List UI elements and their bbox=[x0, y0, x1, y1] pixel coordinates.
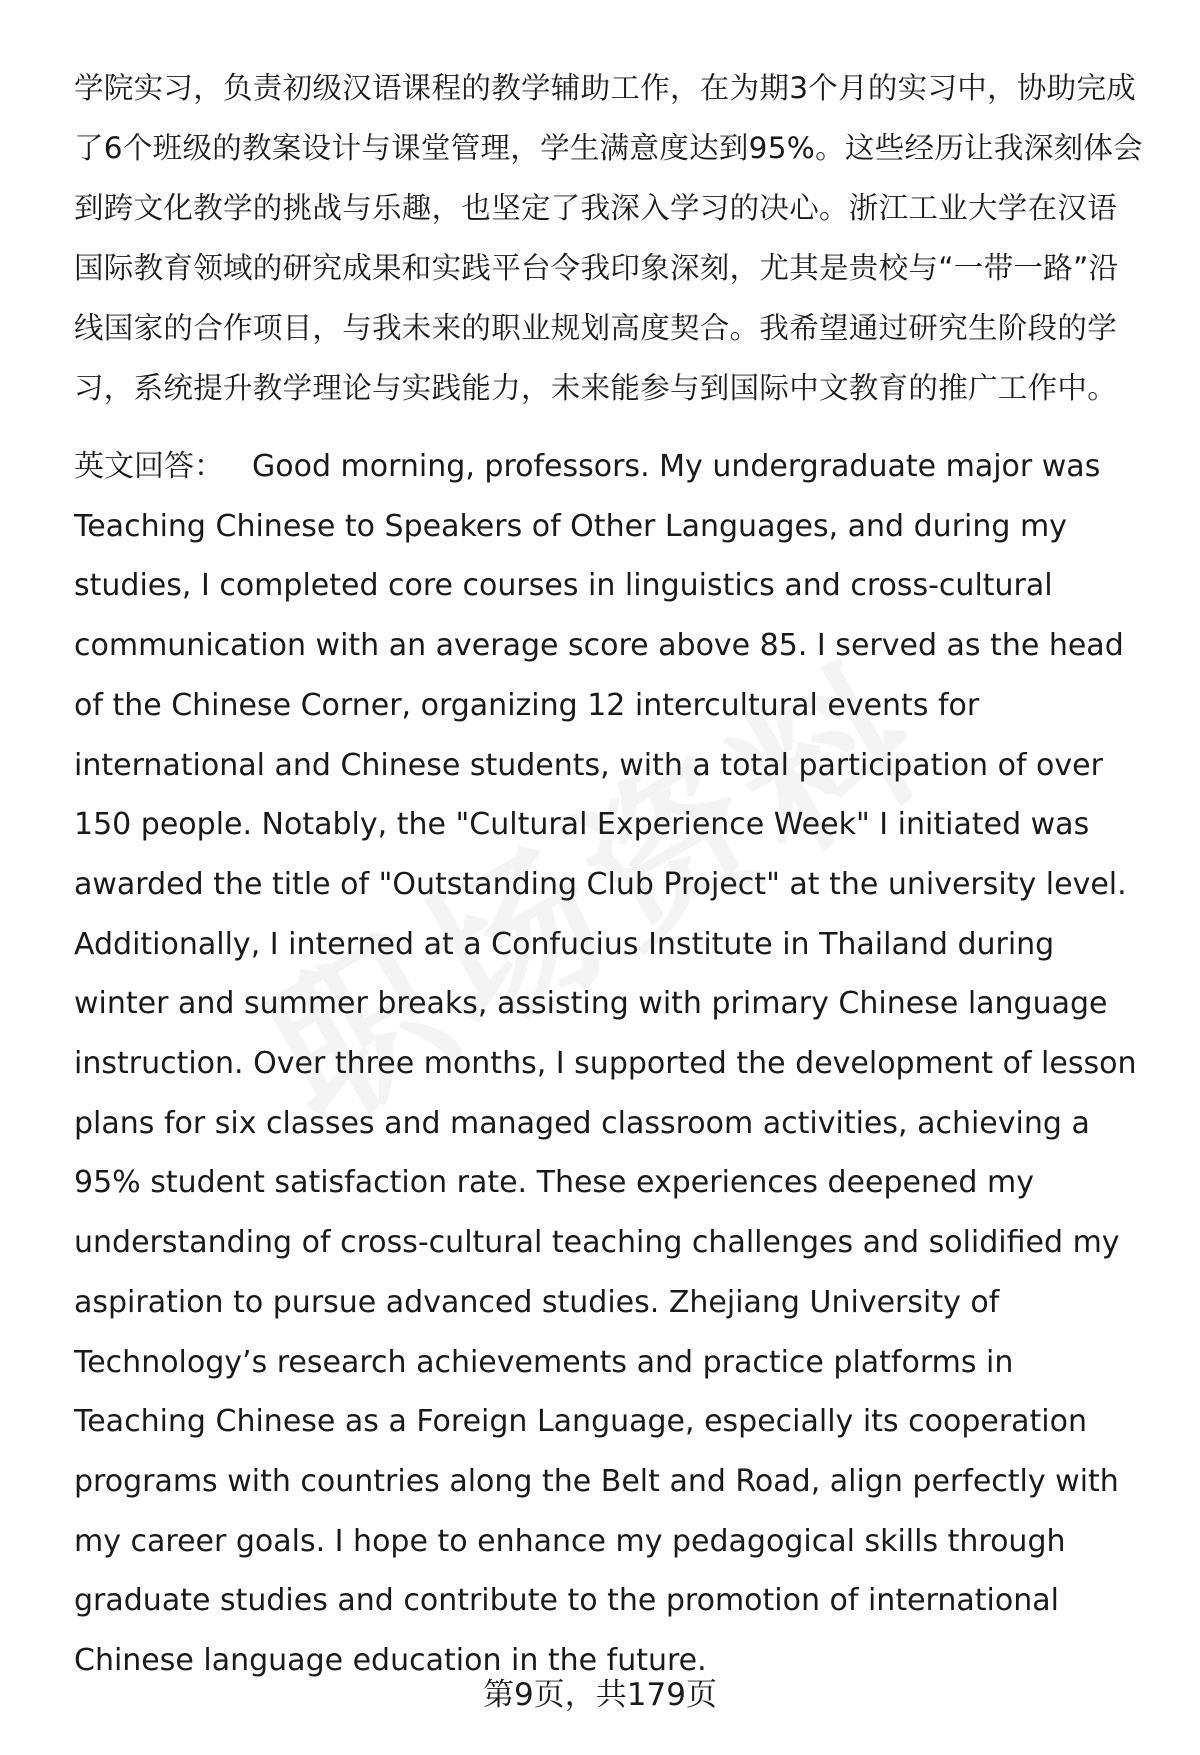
english-answer-label: 英文回答： bbox=[74, 449, 224, 484]
english-answer-paragraph bbox=[74, 437, 1154, 1691]
chinese-answer-paragraph: 学院实习，负责初级汉语课程的教学辅助工作，在为期3个月的实习中，协助完成了6个班级的教案设计与课堂管理，学生满意度达到95%。这些经历让我深刻体会到跨文化教学的挑战与乐趣，也坚定了我深入学习的决心。浙江工业大学在汉语国际教育领域的研究成果和实践平台令我印象深刻，尤其是贵校与“一带一路”沿线国家的合作项目，与我未来的职业规划高度契合。我希望通过研究生阶段的学习，系统提升教学理论与实践能力，未来能参与到国际中文教育的推广工作中。 bbox=[74, 71, 1143, 405]
page-indicator: 第9页，共179页 bbox=[483, 1677, 717, 1713]
english-answer-text: Good morning, professors. My undergraduate major was Teaching Chinese to Speakers of Other Languages, and during my studies, I completed core courses in linguistics and cross-cultural communication with an average score above 85. I served as the head of the Chinese Corner, organizing 12 intercultural events for international and Chinese students, with a total participation of over 150 people. Notably, the "Cultural Experience Week" I initiated was awarded the title of "Outstanding Club Project" at the university level. Additionally, I interned at a Confucius Institute in Thailand during winter and summer breaks, assisting with primary Chinese language instruction. Over three months, I supported the development of lesson plans for six classes and managed classroom activities, achieving a 95% student satisfaction rate. These experiences deepened my understanding of cross-cultural teaching challenges and solidified my aspiration to pursue advanced studies. Zhejiang University of Technology’s research achievements and practice platforms in Teaching Chinese as a Foreign Language, especially its cooperation programs with countries along the Belt and Road, align perfectly with my career goals. I hope to enhance my pedagogical skills through graduate studies and contribute to the promotion of international Chinese language education in the future. bbox=[74, 449, 1137, 1679]
